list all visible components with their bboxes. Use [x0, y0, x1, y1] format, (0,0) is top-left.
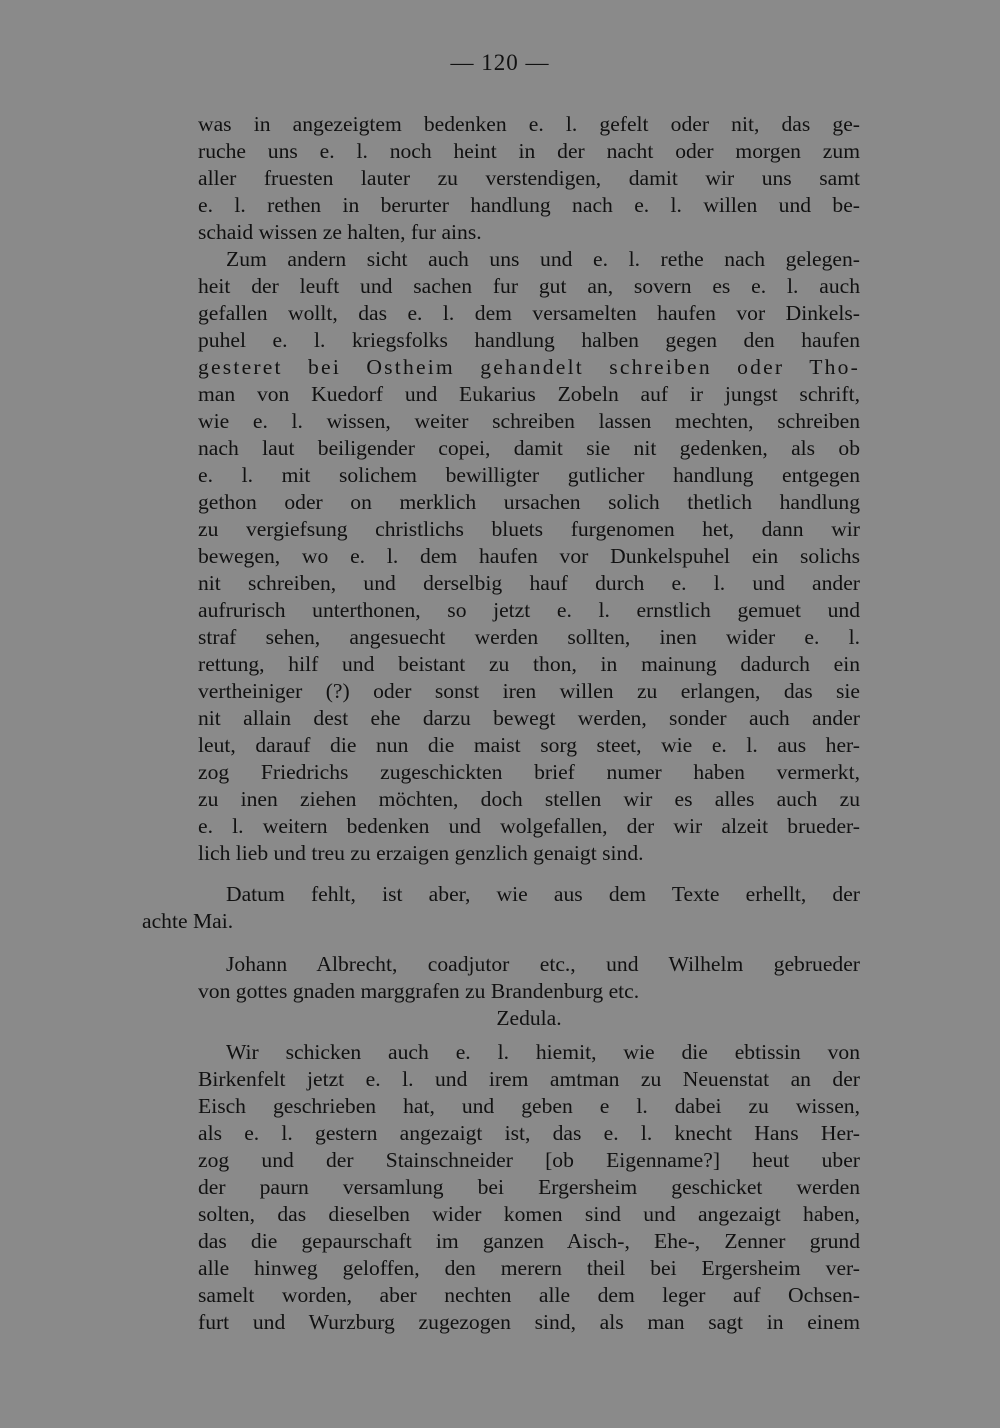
text-line: zu inen ziehen möchten, doch stellen wir es alles auch zu	[198, 787, 860, 811]
text-line: was in angezeigtem bedenken e. l. gefelt oder nit, das ge-	[198, 112, 860, 136]
text-line: leut, darauf die nun die maist sorg steet, wie e. l. aus her-	[198, 733, 860, 757]
page-number: — 120 —	[450, 50, 550, 75]
text-line: man von Kuedorf und Eukarius Zobeln auf ir jungst schrift,	[198, 382, 860, 406]
text-line: solten, das dieselben wider komen sind und angezaigt haben,	[198, 1202, 860, 1226]
text-line: vertheiniger (?) oder sonst iren willen zu erlangen, das sie	[198, 679, 860, 703]
text-line: Datum fehlt, ist aber, wie aus dem Texte erhellt, der	[226, 882, 860, 906]
text-line: zog und der Stainschneider [ob Eigenname?] heut uber	[198, 1148, 860, 1172]
text-line: zu vergiefsung christlichs bluets furgenomen het, dann wir	[198, 517, 860, 541]
text-line: Johann Albrecht, coadjutor etc., und Wilhelm gebrueder	[226, 952, 860, 976]
text-line: das die gepaurschaft im ganzen Aisch-, Ehe-, Zenner grund	[198, 1229, 860, 1253]
text-line: nach laut beiligender copei, damit sie nit gedenken, als ob	[198, 436, 860, 460]
text-line: bewegen, wo e. l. dem haufen vor Dunkelspuhel ein solichs	[198, 544, 860, 568]
section-heading	[198, 1005, 860, 1032]
text-line: Wir schicken auch e. l. hiemit, wie die ebtissin von	[226, 1040, 860, 1064]
text-line: gefallen wollt, das e. l. dem versamelten haufen vor Dinkels-	[198, 301, 860, 325]
text-line: Birkenfelt jetzt e. l. und irem amtman zu Neuenstat an der	[198, 1067, 860, 1091]
text-line: e. l. weitern bedenken und wolgefallen, der wir alzeit brueder-	[198, 814, 860, 838]
text-line: gesteret bei Ostheim gehandelt schreiben oder Tho-	[198, 355, 860, 379]
text-line: als e. l. gestern angezaigt ist, das e. l. knecht Hans Her-	[198, 1121, 860, 1145]
text-line: ruche uns e. l. noch heint in der nacht oder morgen zum	[198, 139, 860, 163]
letter-address	[198, 951, 860, 1005]
text-line: puhel e. l. kriegsfolks handlung halben gegen den haufen	[198, 328, 860, 352]
text-line: Eisch geschrieben hat, und geben e l. dabei zu wissen,	[198, 1094, 860, 1118]
text-line: der paurn versamlung bei Ergersheim geschicket werden	[198, 1175, 860, 1199]
text-line: aller fruesten lauter zu verstendigen, damit wir uns samt	[198, 166, 860, 190]
text-line: gethon oder on merklich ursachen solich thetlich handlung	[198, 490, 860, 514]
text-line: e. l. mit solichem bewilligter gutlicher handlung entgegen	[198, 463, 860, 487]
text-line: schaid wissen ze halten, fur ains.	[198, 220, 482, 244]
text-line: aufrurisch unterthonen, so jetzt e. l. ernstlich gemuet und	[198, 598, 860, 622]
text-line: heit der leuft und sachen fur gut an, sovern es e. l. auch	[198, 274, 860, 298]
text-line: e. l. rethen in berurter handlung nach e. l. willen und be-	[198, 193, 860, 217]
text-line: wie e. l. wissen, weiter schreiben lassen mechten, schreiben	[198, 409, 860, 433]
text-line: samelt worden, aber nechten alle dem leger auf Ochsen-	[198, 1283, 860, 1307]
paragraph-wir-schicken	[198, 1039, 860, 1336]
text-line: zog Friedrichs zugeschickten brief numer haben vermerkt,	[198, 760, 860, 784]
text-line: nit schreiben, und derselbig hauf durch e. l. und ander	[198, 571, 860, 595]
paragraph-zum-andern	[198, 246, 860, 867]
text-line: von gottes gnaden marggrafen zu Brandenburg etc.	[198, 979, 640, 1003]
text-line: rettung, hilf und beistant zu thon, in mainung dadurch ein	[198, 652, 860, 676]
heading-zedula: Zedula.	[496, 1006, 562, 1030]
page-body	[142, 111, 860, 1336]
text-line: lich lieb und treu zu erzaigen genzlich genaigt sind.	[198, 841, 644, 865]
editorial-note	[142, 881, 860, 935]
text-line: achte Mai.	[142, 909, 234, 933]
text-line: Zum andern sicht auch uns und e. l. rethe nach gelegen-	[226, 247, 860, 271]
text-line: nit allain dest ehe darzu bewegt werden, sonder auch ander	[198, 706, 860, 730]
text-line: straf sehen, angesuecht werden sollten, inen wider e. l.	[198, 625, 860, 649]
text-line: alle hinweg geloffen, den merern theil bei Ergersheim ver-	[198, 1256, 860, 1280]
paragraph-letter-end	[198, 111, 860, 246]
text-line: furt und Wurzburg zugezogen sind, als man sagt in einem	[198, 1310, 860, 1334]
